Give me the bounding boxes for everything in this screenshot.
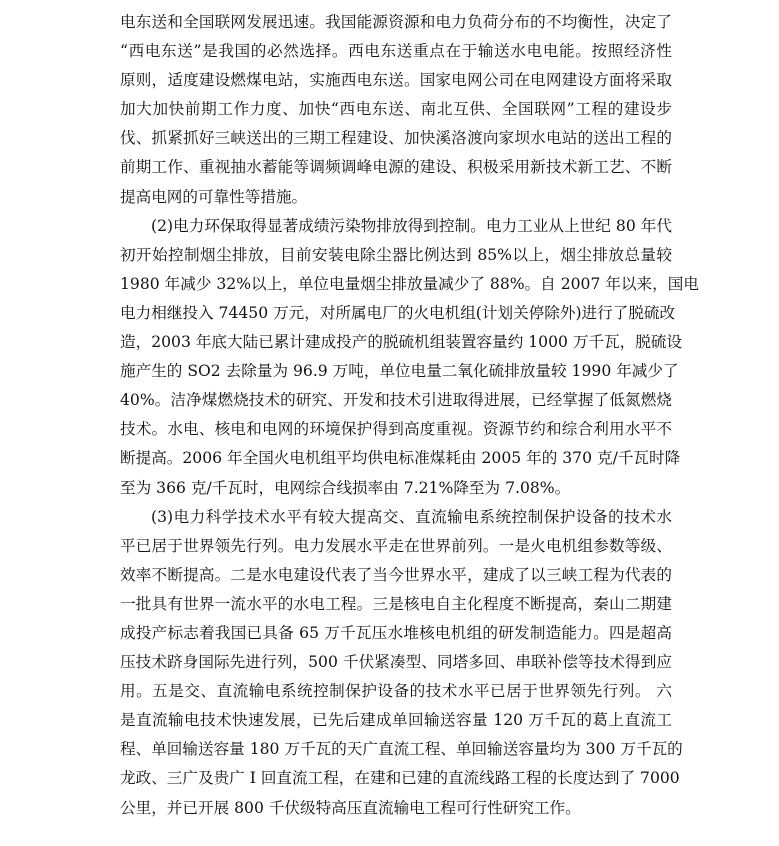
text-line: 伐、抓紧抓好三峡送出的三期工程建设、加快溪洛渡向家坝水电站的送出工程的 [120,129,672,148]
text-line: 施产生的 SO2 去除量为 96.9 万吨，单位电量二氧化硫排放量较 1990 年减少了 [120,362,679,381]
text-line: 电力相继投入 74450 万元，对所属电厂的火电机组(计划关停除外)进行了脱硫改 [120,303,676,322]
text-line: 至为 366 克/千瓦时，电网综合线损率由 7.21%降至为 7.08%。 [120,478,571,497]
text-line: (2)电力环保取得显著成绩污染物排放得到控制。电力工业从上世纪 80 年代 [151,216,672,235]
text-line: 成投产标志着我国已具备 65 万千瓦压水堆核电机组的研发制造能力。四是超高 [120,623,672,642]
text-line: 断提高。2006 年全国火电机组平均供电标准煤耗由 2005 年的 370 克/千瓦时降 [120,449,681,468]
text-line: 是直流输电技术快速发展，已先后建成单回输送容量 120 万千瓦的葛上直流工 [120,711,672,730]
text-line: 1980 年减少 32%以上，单位电量烟尘排放量减少了 88%。自 2007 年以来，国电 [120,274,699,293]
text-line: 提高电网的可靠性等措施。 [120,187,308,206]
text-line: 初开始控制烟尘排放，目前安装电除尘器比例达到 85%以上，烟尘排放总量较 [120,245,672,264]
paragraph-1 [120,8,672,212]
text-line: 程、单回输送容量 180 万千瓦的天广直流工程、单回输送容量均为 300 万千瓦的 [120,740,683,759]
text-line: 40%。洁净煤燃烧技术的研究、开发和技术引进取得进展，已经掌握了低氮燃烧 [120,391,672,410]
text-line: 压技术跻身国际先进行列，500 千伏紧凑型、同塔多回、串联补偿等技术得到应 [120,653,672,672]
text-line: 前期工作、重视抽水蓄能等调频调峰电源的建设、积极采用新技术新工艺、不断 [120,158,672,177]
text-line: 用。五是交、直流输电系统控制保护设备的技术水平已居于世界领先行列。 六 [120,682,672,701]
text-line: 加大加快前期工作力度、加快“西电东送、南北互供、全国联网”工程的建设步 [120,100,672,119]
document-page [120,8,699,823]
text-line: 一批具有世界一流水平的水电工程。三是核电自主化程度不断提高，秦山二期建 [120,594,672,613]
paragraph-2 [120,212,699,503]
text-line: 公里，并已开展 800 千伏级特高压直流输电工程可行性研究工作。 [120,798,581,817]
text-line: 造，2003 年底大陆已累计建成投产的脱硫机组装置容量约 1000 万千瓦，脱硫设 [120,333,683,352]
text-line: 原则，适度建设燃煤电站，实施西电东送。国家电网公司在电网建设方面将采取 [120,71,672,90]
text-line: 龙政、三广及贵广 I 回直流工程，在建和已建的直流线路工程的长度达到了 7000 [120,769,680,788]
paragraph-3 [120,503,683,823]
text-line: 技术。水电、核电和电网的环境保护得到高度重视。资源节约和综合利用水平不 [120,420,672,439]
text-line: 效率不断提高。二是水电建设代表了当今世界水平，建成了以三峡工程为代表的 [120,565,672,584]
text-line: (3)电力科学技术水平有较大提高交、直流输电系统控制保护设备的技术水 [151,507,672,526]
text-line: “西电东送”是我国的必然选择。西电东送重点在于输送水电电能。按照经济性 [120,42,672,61]
text-line: 平已居于世界领先行列。电力发展水平走在世界前列。一是火电机组参数等级、 [120,536,672,555]
text-line: 电东送和全国联网发展迅速。我国能源资源和电力负荷分布的不均衡性，决定了 [120,13,672,31]
